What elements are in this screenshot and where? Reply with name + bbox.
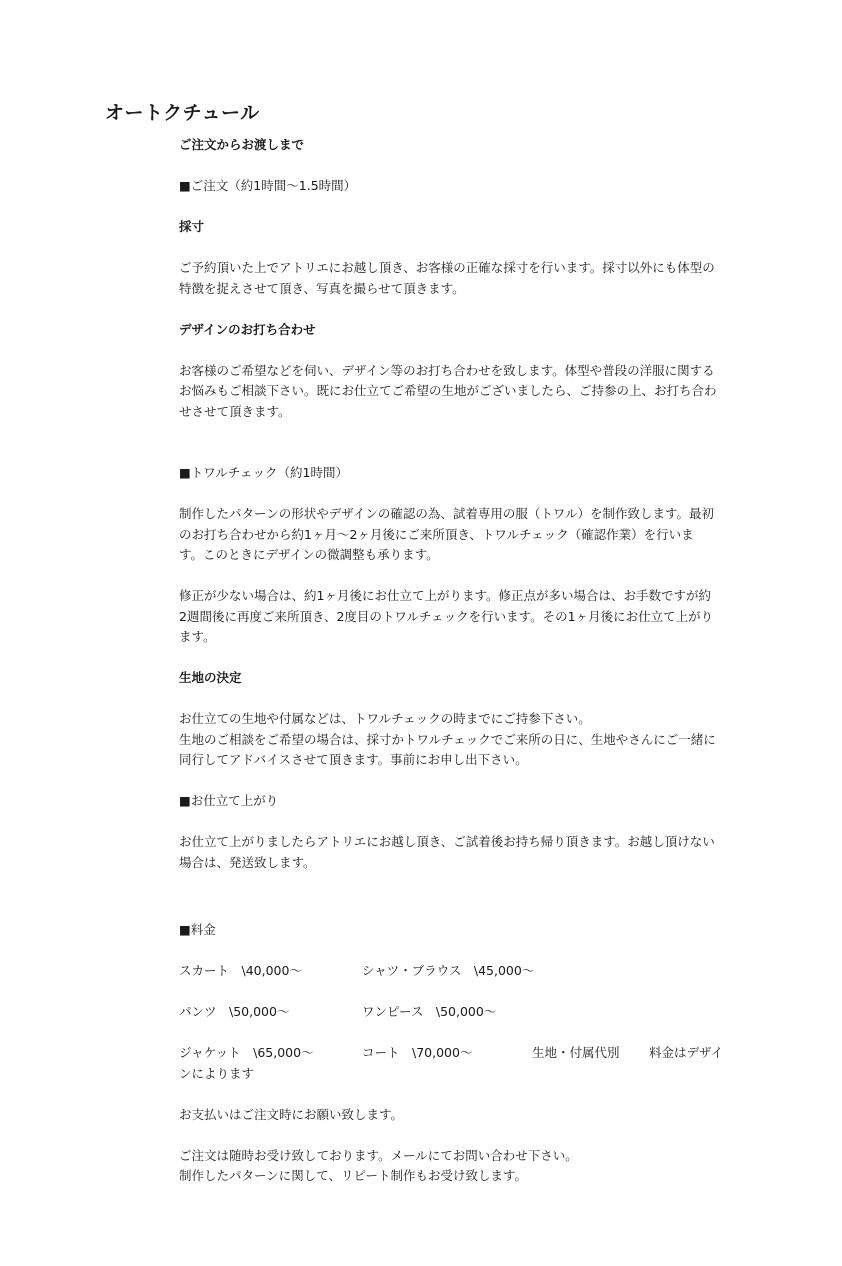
price-onepiece: ワンピース \50,000〜: [362, 1004, 497, 1019]
toile-paragraph-2: [179, 586, 749, 648]
fabric-separate-note: 生地・付属代別: [532, 1045, 620, 1060]
price-shirt-blouse: シャツ・ブラウス \45,000〜: [362, 963, 535, 978]
finish-line: お仕立て上がりましたらアトリエにお越し頂き、ご試着後お持ち帰り頂きます。お越し頂けない: [179, 834, 715, 849]
price-pants: パンツ \50,000〜: [179, 1004, 290, 1019]
design-price-note-continued: ンによります: [179, 1065, 255, 1081]
price-row-2: [179, 1002, 749, 1023]
price-row-3: [179, 1043, 749, 1084]
toile-line: のお打ち合わせから約1ヶ月〜2ヶ月後にご来所頂き、トワルチェック（確認作業）を行いま: [179, 526, 694, 542]
toile-line: 2週間後に再度ご来所頂き、2度目のトワルチェックを行います。その1ヶ月後にお仕立て上がり: [179, 608, 714, 624]
finish-line: 場合は、発送致します。: [179, 854, 316, 870]
toile-line: 制作したパターンの形状やデザインの確認の為、試着専用の服（トワル）を制作致します。最初: [179, 506, 715, 521]
toile-paragraph-1: [179, 504, 749, 566]
closing-paragraph: [179, 1146, 749, 1187]
closing-line: 制作したパターンに関して、リピート制作もお受け致します。: [179, 1168, 528, 1183]
design-line: お客様のご希望などを伺い、デザイン等のお打ち合わせを致します。体型や普段の洋服に関する: [179, 362, 715, 378]
fabric-line: 生地のご相談をご希望の場合は、採寸かトワルチェックでご来所の日に、生地やさんにご一緒に: [179, 731, 716, 747]
finish-heading: ■お仕立て上がり: [179, 793, 279, 808]
price-jacket: ジャケット \65,000〜: [179, 1045, 314, 1060]
price-skirt: スカート \40,000〜: [179, 963, 302, 978]
design-heading: デザインのお打ち合わせ: [179, 321, 316, 337]
fabric-line: お仕立ての生地や付属などは、トワルチェックの時までにご持参下さい。: [179, 711, 591, 726]
toile-heading: ■トワルチェック（約1時間）: [179, 465, 349, 480]
page-title: オートクチュール: [105, 102, 260, 124]
design-paragraph: [179, 361, 749, 423]
toile-line: す。このときにデザインの微調整も承ります。: [179, 547, 439, 562]
flow-heading: ご注文からお渡しまで: [179, 137, 305, 152]
toile-line: 修正が少ない場合は、約1ヶ月後にお仕立て上がります。修正点が多い場合は、お手数ですが約: [179, 588, 711, 603]
measure-line: ご予約頂いた上でアトリエにお越し頂き、お客様の正確な採寸を行います。採寸以外にも体型の: [179, 260, 715, 275]
order-heading: ■ご注文（約1時間〜1.5時間）: [179, 178, 357, 193]
pricing-heading: ■料金: [179, 922, 216, 937]
measure-heading: 採寸: [179, 219, 205, 234]
design-price-note: 料金はデザイ: [649, 1045, 724, 1060]
price-row-1: [179, 961, 749, 982]
finish-paragraph: [179, 832, 749, 873]
closing-line: ご注文は随時お受け致しております。メールにてお問い合わせ下さい。: [179, 1147, 578, 1163]
toile-line: ます。: [179, 629, 216, 644]
measure-line: 特徴を捉えさせて頂き、写真を撮らせて頂きます。: [179, 280, 465, 296]
price-coat: コート \70,000〜: [362, 1045, 473, 1060]
fabric-paragraph: [179, 709, 749, 771]
design-line: お悩みもご相談下さい。既にお仕立てご希望の生地がございましたら、ご持参の上、お打ち合わ: [179, 383, 717, 398]
main-content: [179, 135, 749, 1187]
fabric-line: 同行してアドバイスさせて頂きます。事前にお申し出下さい。: [179, 752, 528, 767]
measure-paragraph: [179, 258, 749, 299]
fabric-heading: 生地の決定: [179, 670, 242, 685]
design-line: せさせて頂きます。: [179, 403, 291, 419]
payment-note: お支払いはご注文時にお願い致します。: [179, 1106, 404, 1122]
